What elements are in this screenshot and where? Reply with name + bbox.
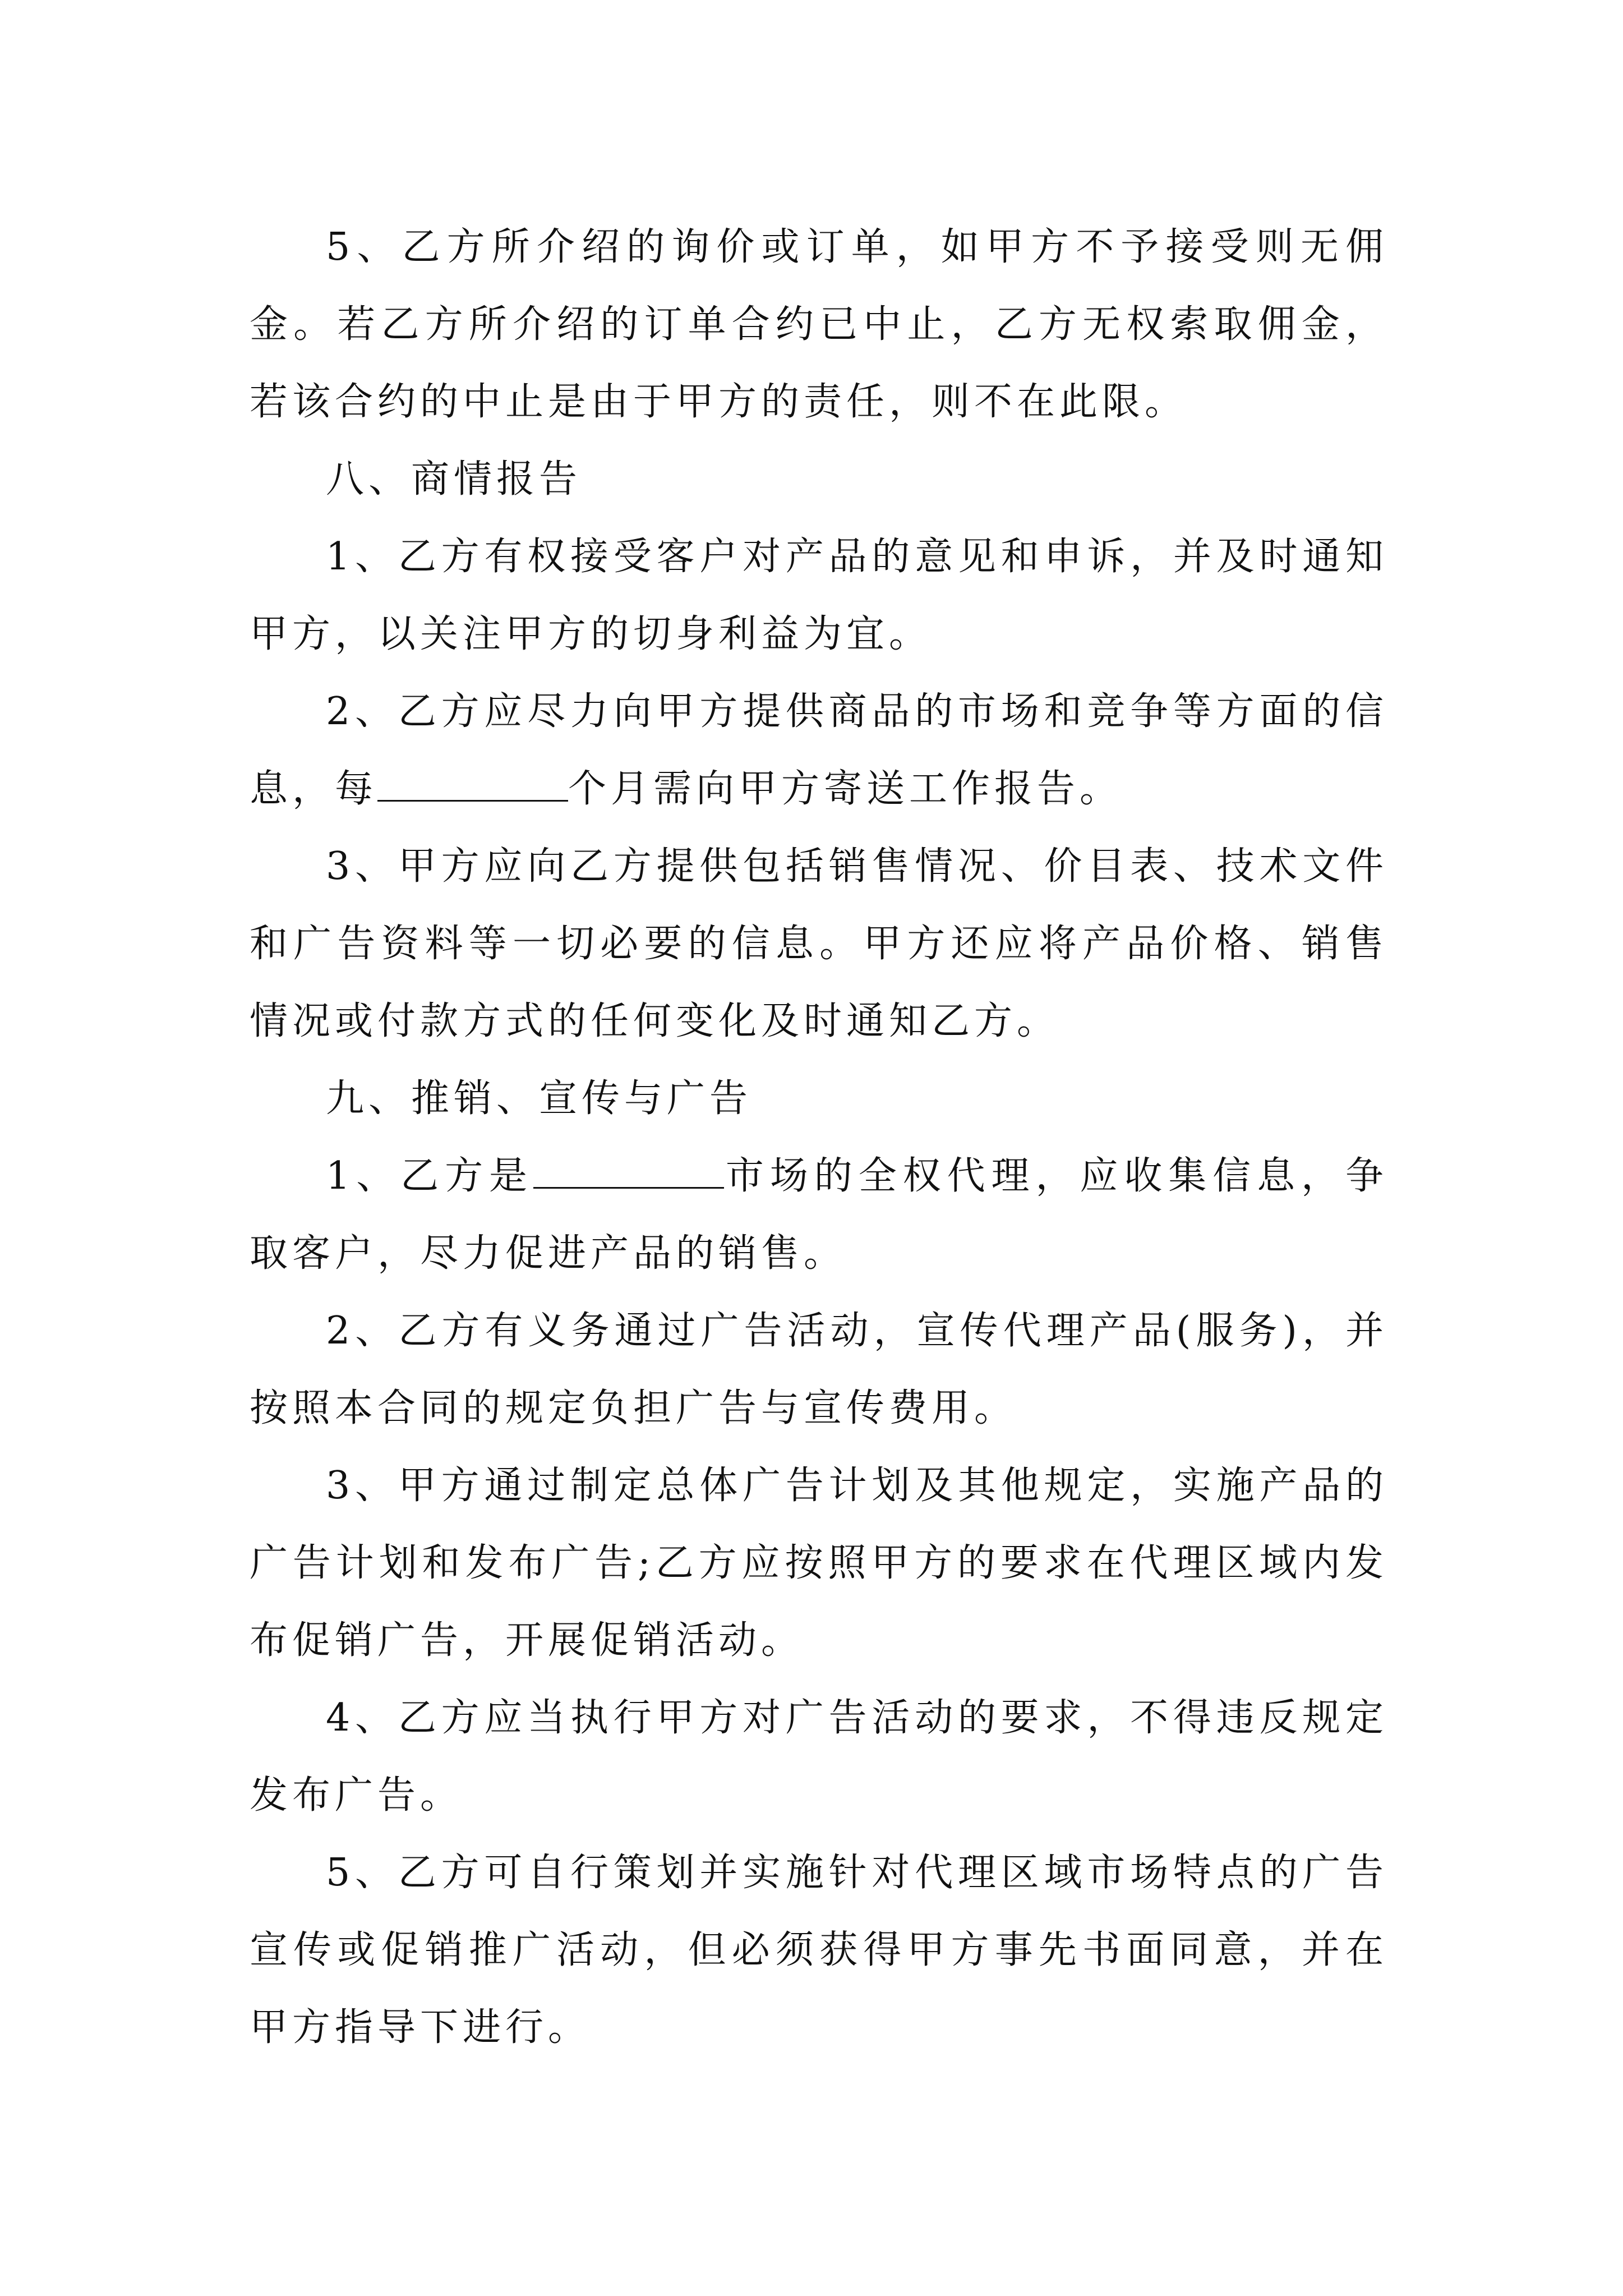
clause-9-5-promotion-activities: 5、乙方可自行策划并实施针对代理区域市场特点的广告宣传或促销推广活动，但必须获得甲方事先书面同意，并在甲方指导下进行。 (250, 1851, 1388, 2050)
clause-7-5-commission: 5、乙方所介绍的询价或订单，如甲方不予接受则无佣金。若乙方所介绍的订单合约已中止，乙方无权索取佣金，若该合约的中止是由于甲方的责任，则不在此限。 (250, 225, 1388, 424)
document-page (250, 209, 1388, 2067)
clause-8-2-market-information (250, 673, 1388, 828)
clause-9-2-advertising-obligation: 2、乙方有义务通过广告活动，宣传代理产品(服务)，并按照本合同的规定负担广告与宣传费用。 (250, 1309, 1388, 1430)
clause-8-1-customer-feedback: 1、乙方有权接受客户对产品的意见和申诉，并及时通知甲方，以关注甲方的切身利益为宜。 (250, 535, 1388, 656)
section-heading-9-promotion-advertising: 九、推销、宣传与广告 (326, 1076, 753, 1121)
clause-9-1-full-agent (250, 1138, 1388, 1292)
clause-9-4-advertising-requirements: 4、乙方应当执行甲方对广告活动的要求，不得违反规定发布广告。 (250, 1696, 1388, 1818)
fill-in-blank-market (533, 1153, 724, 1189)
clause-9-3-advertising-plan: 3、甲方通过制定总体广告计划及其他规定，实施产品的广告计划和发布广告;乙方应按照甲方的要求在代理区域内发布促销广告，开展促销活动。 (250, 1464, 1388, 1663)
clause-8-2-text-before-blank: 2、乙方应尽力向甲方提供商品的市场和竞争等方面的信息，每 (250, 689, 1388, 811)
clause-8-3-party-a-information: 3、甲方应向乙方提供包括销售情况、价目表、技术文件和广告资料等一切必要的信息。甲方还应将产品价格、销售情况或付款方式的任何变化及时通知乙方。 (250, 844, 1388, 1043)
clause-9-1-text-before-blank: 1、乙方是 (326, 1154, 533, 1198)
section-heading-8-business-report: 八、商情报告 (326, 457, 582, 501)
clause-9-1-text-after-blank: 市场的全权代理，应收集信息，争取客户，尽力促进产品的销售。 (250, 1154, 1388, 1276)
fill-in-blank-report-period (377, 766, 568, 802)
clause-8-2-text-after-blank: 个月需向甲方寄送工作报告。 (568, 767, 1123, 811)
